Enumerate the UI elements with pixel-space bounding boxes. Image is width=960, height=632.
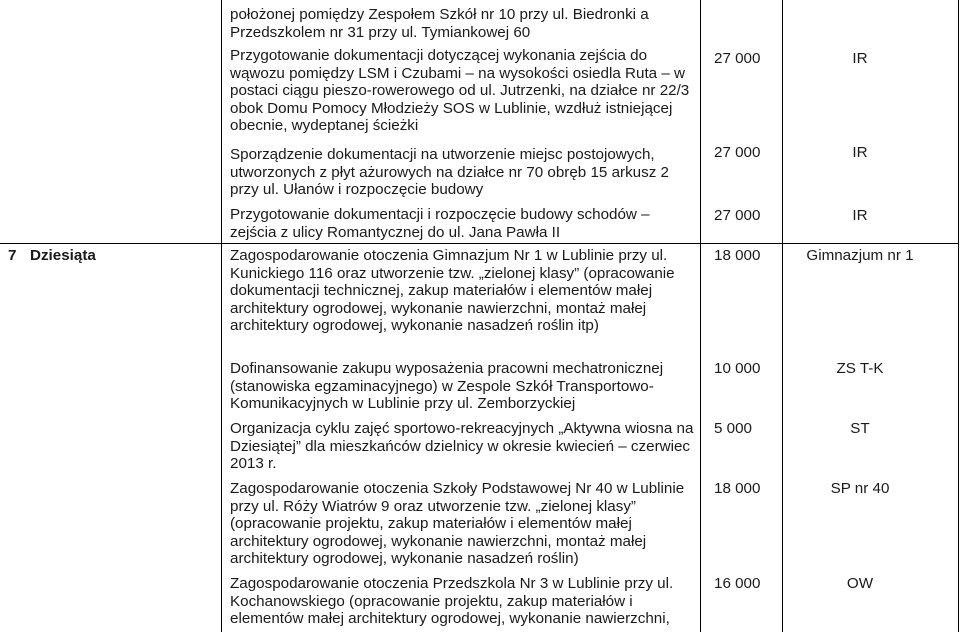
task-amount: 16 000 [714, 575, 761, 592]
district-name: Dziesiąta [30, 247, 96, 264]
row-divider-district [0, 243, 959, 244]
task-amount: 5 000 [714, 420, 753, 437]
task-recipient: ST [850, 420, 870, 437]
task-description: Zagospodarowanie otoczenia Gimnazjum Nr 1 w Lublinie przy ul. Kunickiego 116 oraz utworzenie tzw. „zielonej klasy” (opracowanie dokumentacji technicznej, zakup materiałów i elementów małej architektury ogrodowej, wykonanie nawierzchni, montaż małej architektury ogrodowej, wykonanie nasadzeń roślin itp) [230, 247, 675, 335]
task-description: Zagospodarowanie otoczenia Szkoły Podstawowej Nr 40 w Lublinie przy ul. Róży Wiatrów 9 oraz utworzenie tzw. „zielonej klasy” (opracowanie projektu, zakup materiałów i elementów małej architektury ogrodowej, wykonanie nawierzchni, montaż małej architektury ogrodowej, wykonanie nasadzeń roślin) [230, 480, 685, 568]
task-description: Przygotowanie dokumentacji dotyczącej wykonania zejścia do wąwozu pomiędzy LSM i Czubami – na wysokości osiedla Ruta – w postaci ciągu pieszo-rowerowego od ul. Jutrzenki, na działce nr 22/3 obok Domu Pomocy Młodzieży SOS w Lublinie, wzdłuż istniejącej obecnie, wydeptanej ścieżki [230, 47, 690, 135]
task-recipient: IR [852, 207, 868, 224]
task-description: Sporządzenie dokumentacji na utworzenie miejsc postojowych, utworzonych z płyt ażurowych na działce nr 70 obręb 15 arkusz 2 przy ul. Ułanów i rozpoczęcie budowy [230, 146, 669, 199]
task-description: Dofinansowanie zakupu wyposażenia pracowni mechatronicznej (stanowiska egzaminacyjnego) w Zespole Szkół Transportowo-Komunikacyjnych w Lublinie przy ul. Zemborzyckiej [230, 360, 664, 413]
task-amount: 27 000 [714, 207, 761, 224]
task-description: Przygotowanie dokumentacji i rozpoczęcie budowy schodów – zejścia z ulicy Romantycznej do ul. Jana Pawła II [230, 206, 650, 241]
task-description: położonej pomiędzy Zespołem Szkół nr 10 przy ul. Biedronki a Przedszkolem nr 31 przy ul. Tymiankowej 60 [230, 6, 649, 41]
column-divider-3 [782, 0, 783, 632]
column-divider-2 [700, 0, 701, 632]
task-amount: 18 000 [714, 247, 761, 264]
task-description: Organizacja cyklu zajęć sportowo-rekreacyjnych „Aktywna wiosna na Dziesiątej” dla mieszkańców dzielnicy w okresie kwiecień – czerwiec 2013 r. [230, 420, 694, 473]
task-recipient: Gimnazjum nr 1 [806, 247, 914, 264]
task-recipient: IR [852, 50, 868, 67]
district-number: 7 [8, 247, 17, 264]
task-recipient: ZS T-K [836, 360, 884, 377]
task-recipient: OW [846, 575, 874, 592]
task-amount: 27 000 [714, 50, 761, 67]
task-amount: 27 000 [714, 144, 761, 161]
task-description: Zagospodarowanie otoczenia Przedszkola Nr 3 w Lublinie przy ul. Kochanowskiego (opracowanie projektu, zakup materiałów i elementów małej architektury ogrodowej, wykonanie nawierzchni, [230, 575, 674, 628]
task-recipient: SP nr 40 [830, 480, 890, 497]
task-amount: 10 000 [714, 360, 761, 377]
task-recipient: IR [852, 144, 868, 161]
column-divider-1 [221, 0, 222, 632]
column-divider-right [958, 0, 959, 632]
task-amount: 18 000 [714, 480, 761, 497]
